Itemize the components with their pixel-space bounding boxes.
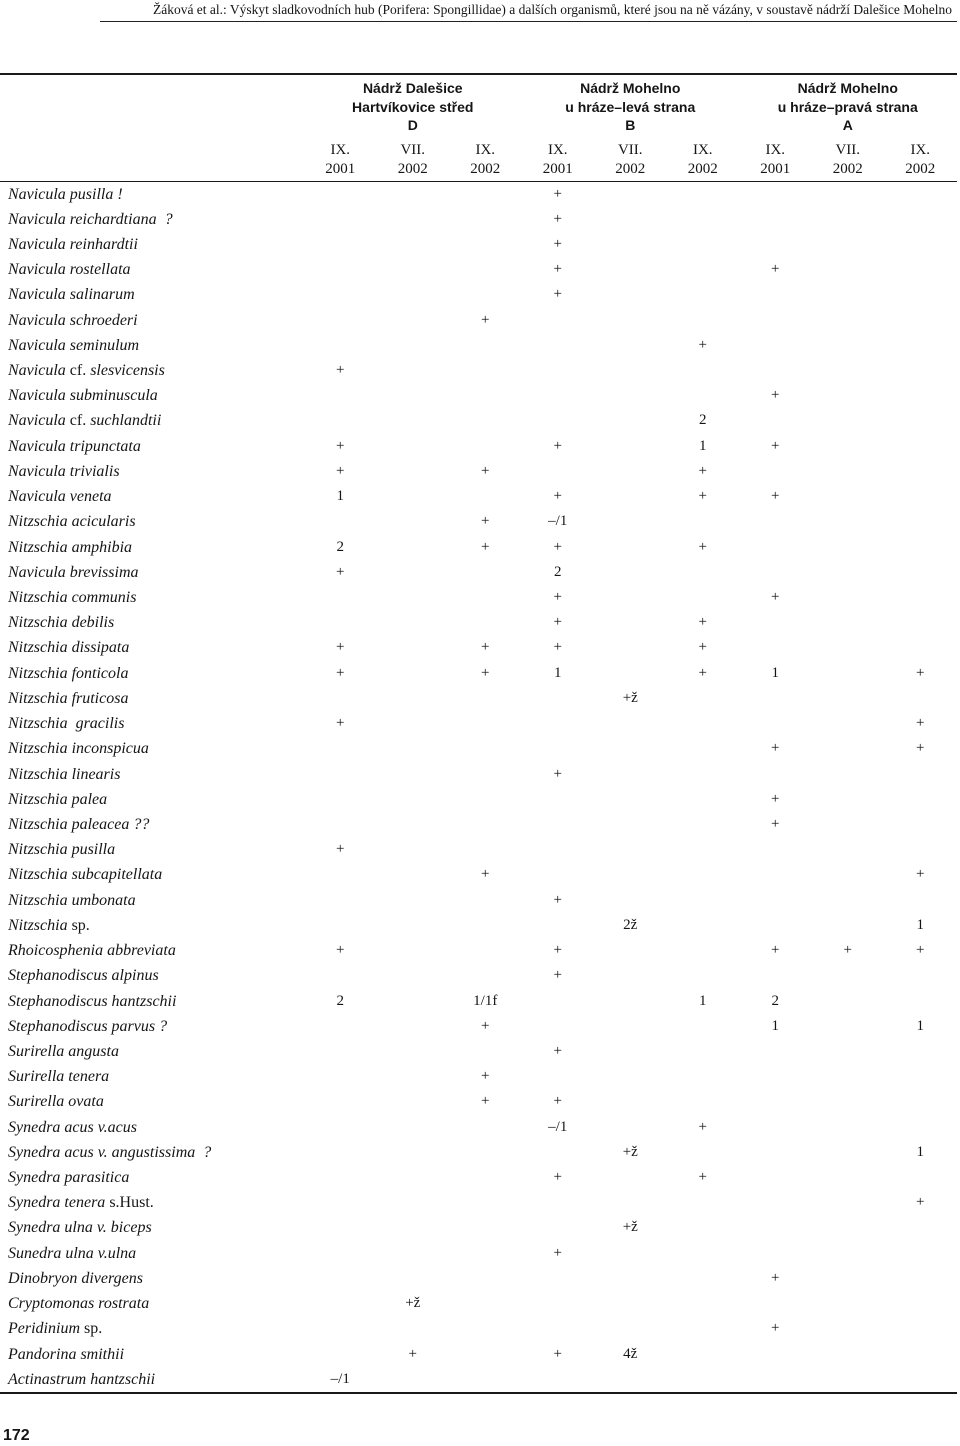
cell-value: +	[481, 1068, 490, 1085]
table-row	[0, 484, 957, 509]
cell-value: +	[481, 664, 490, 681]
table-row	[0, 1266, 957, 1291]
table-row	[0, 1316, 957, 1341]
species-name: Nitzschia palea	[8, 790, 108, 808]
date-month: IX.	[765, 141, 786, 158]
table-rule-bottom	[0, 1392, 957, 1394]
species-name: Stephanodiscus hantzschii	[8, 992, 177, 1010]
cell-value: +	[771, 387, 780, 404]
cell-value: +	[698, 1169, 707, 1186]
species-name: Synedra acus v. angustissima ?	[8, 1143, 212, 1161]
cell-value: 1/1f	[473, 992, 498, 1009]
table-row	[0, 913, 957, 938]
cell-value: +	[336, 437, 345, 454]
cell-value: +	[553, 639, 562, 656]
cell-value: +	[553, 185, 562, 202]
table-row	[0, 308, 957, 333]
species-name: Navicula veneta	[8, 488, 112, 506]
species-name: Cryptomonas rostrata	[8, 1295, 150, 1313]
table-rule-top	[0, 73, 957, 75]
species-name	[8, 408, 161, 433]
table-row	[0, 862, 957, 887]
cell-value: +	[336, 563, 345, 580]
cell-value: +	[771, 589, 780, 605]
species-name-part: Navicula	[8, 412, 70, 430]
cell-value: +	[336, 639, 345, 656]
cell-value: +	[481, 1017, 490, 1034]
table-row	[0, 1039, 957, 1064]
species-name: Navicula reinhardtii	[8, 235, 138, 253]
cell-value: 1	[771, 664, 779, 681]
species-name: Synedra parasitica	[8, 1169, 130, 1187]
species-name: Nitzschia paleacea ??	[8, 815, 150, 833]
cell-value: +	[336, 715, 345, 732]
species-name: Navicula reichardtiana ?	[8, 210, 173, 228]
date-header	[377, 141, 450, 179]
page-number: 172	[3, 1427, 30, 1444]
species-name: Nitzschia fonticola	[8, 664, 129, 682]
species-name-qualifier: sp.	[71, 916, 90, 934]
table-row	[0, 182, 957, 207]
site-code: A	[842, 117, 853, 133]
site-locality: u hráze–levá strana	[565, 98, 696, 115]
date-month: IX.	[910, 141, 931, 158]
cell-value: +	[481, 462, 490, 479]
table-row	[0, 1367, 957, 1392]
site-reservoir: Nádrž Dalešice	[362, 80, 463, 96]
species-name-qualifier: s.Hust.	[109, 1194, 154, 1212]
cell-value: +	[553, 286, 562, 303]
date-header	[594, 141, 667, 179]
cell-value: +	[771, 790, 780, 807]
cell-value: 2	[699, 412, 707, 429]
species-name: Dinobryon divergens	[8, 1269, 143, 1287]
table-row	[0, 812, 957, 837]
species-name: Navicula pusilla !	[8, 185, 123, 203]
table-row	[0, 787, 957, 812]
date-year: 2002	[397, 160, 428, 177]
cell-value: +	[771, 1269, 780, 1286]
cell-value: +	[771, 815, 780, 832]
table-row	[0, 1140, 957, 1165]
species-table-body	[0, 182, 957, 1393]
cell-value: +	[481, 311, 490, 328]
species-name: Navicula schroederi	[8, 311, 138, 329]
table-row	[0, 661, 957, 686]
date-month: VII.	[835, 141, 861, 158]
species-name-part: Nitzschia	[8, 916, 72, 934]
cell-value: +	[771, 261, 780, 278]
site-header-mohelno-right	[739, 79, 957, 135]
table-row	[0, 837, 957, 862]
table-row	[0, 535, 957, 560]
cell-value: +	[698, 336, 707, 353]
site-reservoir: Nádrž Mohelno	[797, 80, 898, 96]
cell-value: +	[843, 942, 852, 959]
table-row	[0, 762, 957, 787]
cell-value: –/1	[330, 1370, 350, 1387]
species-name: Nitzschia umbonata	[8, 891, 136, 909]
species-name-part: Peridinium	[8, 1320, 84, 1338]
table-row	[0, 1190, 957, 1215]
species-name: Navicula trivialis	[8, 462, 120, 480]
table-row	[0, 711, 957, 736]
cell-value: +	[698, 462, 707, 479]
cell-value: +	[698, 538, 707, 555]
species-name: Synedra acus v.acus	[8, 1118, 137, 1136]
species-name: Nitzschia dissipata	[8, 639, 130, 657]
species-name	[8, 358, 165, 383]
cell-value: 2	[336, 538, 344, 555]
date-month: IX.	[692, 141, 713, 158]
table-row	[0, 408, 957, 433]
cell-value: +	[916, 1194, 925, 1211]
species-name: Nitzschia linearis	[8, 765, 121, 783]
date-month: VII.	[400, 141, 426, 158]
cell-value: +	[481, 513, 490, 530]
cell-value: +	[916, 715, 925, 732]
date-header	[739, 141, 812, 179]
cell-value: +	[698, 614, 707, 631]
cell-value: +	[916, 740, 925, 757]
table-row	[0, 333, 957, 358]
cell-value: +	[553, 437, 562, 454]
cell-value: +	[553, 1345, 562, 1362]
species-name: Navicula brevissima	[8, 563, 139, 581]
species-name: Stephanodiscus alpinus	[8, 967, 159, 985]
table-row	[0, 736, 957, 761]
table-row	[0, 989, 957, 1014]
cell-value: +	[771, 1320, 780, 1337]
table-row	[0, 1064, 957, 1089]
table-row	[0, 282, 957, 307]
table-row	[0, 207, 957, 232]
table-row	[0, 1115, 957, 1140]
date-year: 2002	[832, 160, 863, 177]
cell-value: 1	[916, 1017, 924, 1034]
species-name: Pandorina smithii	[8, 1345, 125, 1363]
species-name: Nitzschia inconspicua	[8, 740, 149, 758]
cell-value: +	[916, 942, 925, 959]
table-row	[0, 560, 957, 585]
site-code: D	[407, 117, 418, 133]
cell-value: +	[698, 639, 707, 656]
species-name	[8, 1316, 102, 1341]
table-row	[0, 358, 957, 383]
date-month: IX.	[547, 141, 568, 158]
cell-value: +	[553, 942, 562, 959]
species-name: Rhoicosphenia abbreviata	[8, 942, 176, 960]
species-name: Navicula seminulum	[8, 336, 140, 354]
species-name-qualifier: cf.	[69, 362, 87, 380]
table-row	[0, 1089, 957, 1114]
cell-value: 2	[771, 992, 779, 1009]
species-name: Nitzschia pusilla	[8, 841, 116, 859]
cell-value: +	[698, 1118, 707, 1135]
cell-value: +	[553, 891, 562, 908]
running-header: Žáková et al.: Výskyt sladkovodních hub (Porifera: Spongillidae) a dalších organismů, které jsou na ně vázány, v soustavě nádrží Dalešice Mohelno	[152, 2, 952, 17]
species-name: Navicula salinarum	[8, 286, 135, 304]
cell-value: 2ž	[623, 916, 638, 933]
cell-value: 1	[699, 437, 707, 454]
table-row	[0, 1291, 957, 1316]
date-year: 2001	[542, 160, 573, 177]
table-row	[0, 585, 957, 610]
species-name: Stephanodiscus parvus ?	[8, 1017, 168, 1035]
cell-value: +	[553, 614, 562, 631]
species-name-part: suchlandtii	[86, 412, 162, 430]
cell-value: +	[771, 488, 780, 505]
site-code: B	[625, 117, 636, 133]
species-name	[8, 913, 90, 938]
date-year: 2002	[687, 160, 718, 177]
table-row	[0, 509, 957, 534]
cell-value: +	[336, 664, 345, 681]
cell-value: +ž	[405, 1295, 421, 1312]
table-row	[0, 963, 957, 988]
cell-value: –/1	[548, 513, 568, 530]
species-name: Navicula subminuscula	[8, 387, 158, 405]
cell-value: +	[553, 1244, 562, 1261]
cell-value: 1	[916, 916, 924, 933]
cell-value: +	[698, 664, 707, 681]
table-row	[0, 257, 957, 282]
cell-value: +	[771, 942, 780, 959]
cell-value: 1	[916, 1143, 924, 1160]
cell-value: +	[698, 488, 707, 505]
cell-value: +	[481, 866, 490, 883]
cell-value: 2	[554, 563, 562, 580]
date-month: IX.	[330, 141, 351, 158]
cell-value: +	[553, 488, 562, 505]
running-header-rule	[100, 21, 957, 22]
cell-value: +	[553, 765, 562, 782]
cell-value: +	[336, 942, 345, 959]
species-name: Nitzschia gracilis	[8, 715, 125, 733]
species-name: Synedra ulna v. biceps	[8, 1219, 152, 1237]
date-header	[304, 141, 377, 179]
table-row	[0, 686, 957, 711]
table-row	[0, 1014, 957, 1039]
date-year: 2001	[325, 160, 356, 177]
cell-value: +	[553, 589, 562, 605]
table-row	[0, 1165, 957, 1190]
cell-value: +	[553, 967, 562, 984]
cell-value: –/1	[548, 1118, 568, 1135]
cell-value: +	[408, 1345, 417, 1362]
date-header	[812, 141, 885, 179]
cell-value: 1	[336, 488, 344, 505]
species-name: Actinastrum hantzschii	[8, 1370, 156, 1388]
cell-value: +	[336, 362, 345, 379]
date-year: 2002	[905, 160, 936, 177]
table-row	[0, 434, 957, 459]
table-row	[0, 1215, 957, 1240]
cell-value: +	[481, 639, 490, 656]
species-name: Surirella tenera	[8, 1068, 110, 1086]
cell-value: +	[553, 1042, 562, 1059]
cell-value: 1	[699, 992, 707, 1009]
cell-value: +	[553, 235, 562, 252]
species-name-part: Synedra tenera	[8, 1194, 110, 1212]
site-locality: Hartvíkovice střed	[352, 98, 474, 115]
site-header-dalesice	[304, 79, 522, 135]
species-name: Nitzschia subcapitellata	[8, 866, 163, 884]
date-header	[522, 141, 595, 179]
species-name: Navicula rostellata	[8, 261, 131, 279]
cell-value: 1	[554, 664, 562, 681]
table-row	[0, 1342, 957, 1367]
species-name: Surirella angusta	[8, 1042, 119, 1060]
date-year: 2002	[470, 160, 501, 177]
cell-value: 1	[771, 1017, 779, 1034]
cell-value: +	[336, 462, 345, 479]
table-row	[0, 459, 957, 484]
cell-value: +	[336, 841, 345, 858]
cell-value: +	[553, 1093, 562, 1110]
species-name: Surirella ovata	[8, 1093, 104, 1111]
cell-value: +ž	[622, 689, 638, 706]
species-name: Nitzschia debilis	[8, 614, 115, 632]
cell-value: +	[553, 261, 562, 278]
species-name-qualifier: cf.	[69, 412, 87, 430]
table-row	[0, 888, 957, 913]
date-header	[884, 141, 957, 179]
cell-value: +	[553, 210, 562, 227]
cell-value: 4ž	[623, 1345, 638, 1362]
table-row	[0, 232, 957, 257]
cell-value: +	[916, 664, 925, 681]
species-name	[8, 1190, 154, 1215]
table-row	[0, 610, 957, 635]
table-row	[0, 383, 957, 408]
site-reservoir: Nádrž Mohelno	[580, 80, 681, 96]
cell-value: +	[771, 740, 780, 757]
date-month: IX.	[475, 141, 496, 158]
cell-value: +	[553, 1169, 562, 1186]
cell-value: +	[481, 538, 490, 555]
cell-value: +	[481, 1093, 490, 1110]
date-header	[667, 141, 740, 179]
species-name: Navicula tripunctata	[8, 437, 141, 455]
date-year: 2002	[615, 160, 646, 177]
cell-value: +	[916, 866, 925, 883]
species-name: Nitzschia acicularis	[8, 513, 136, 531]
cell-value: +ž	[622, 1143, 638, 1160]
table-row	[0, 635, 957, 660]
cell-value: +	[771, 437, 780, 454]
site-locality: u hráze–pravá strana	[777, 98, 918, 115]
species-name: Nitzschia fruticosa	[8, 689, 129, 707]
date-header	[449, 141, 522, 179]
cell-value: 2	[336, 992, 344, 1009]
date-year: 2001	[760, 160, 791, 177]
date-month: VII.	[617, 141, 643, 158]
species-name-qualifier: sp.	[84, 1320, 103, 1338]
site-header-mohelno-left	[522, 79, 740, 135]
species-name: Sunedra ulna v.ulna	[8, 1244, 137, 1262]
table-row	[0, 1241, 957, 1266]
species-name-part: Navicula	[8, 362, 70, 380]
species-name-part: slesvicensis	[86, 362, 165, 380]
cell-value: +ž	[622, 1219, 638, 1236]
cell-value: +	[553, 538, 562, 555]
species-name: Nitzschia amphibia	[8, 538, 133, 556]
species-name: Nitzschia communis	[8, 589, 137, 606]
table-row	[0, 938, 957, 963]
